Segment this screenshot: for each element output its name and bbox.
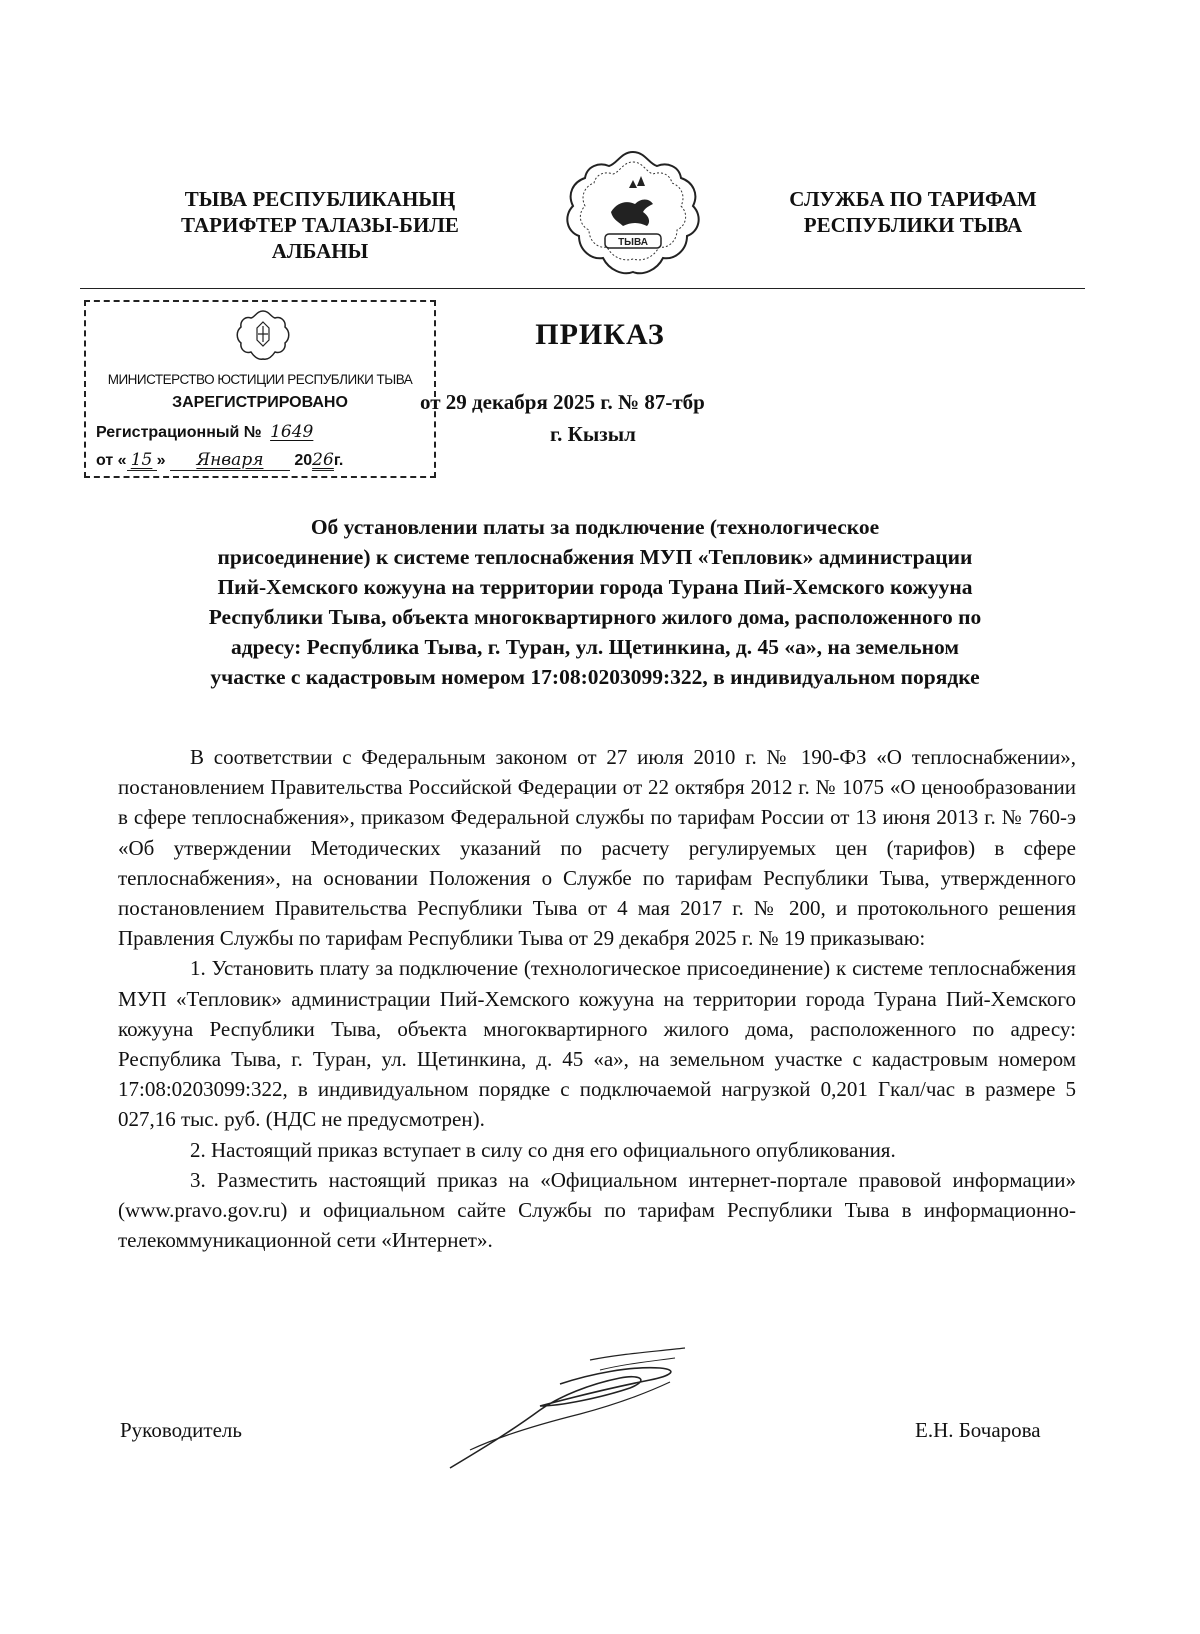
ministry-emblem-icon [236, 308, 290, 362]
order-title: ПРИКАЗ [535, 318, 665, 351]
stamp-reg-label: Регистрационный № [96, 424, 262, 441]
order-subject [110, 512, 1080, 692]
subject-line: участке с кадастровым номером 17:08:0203099:322, в индивидуальном порядке [210, 665, 980, 689]
stamp-date-end: г. [333, 452, 344, 469]
stamp-date-line [96, 450, 343, 471]
stamp-date-mid: » [156, 452, 166, 469]
stamp-date-prefix: от « [96, 452, 127, 469]
header-right-line-2: РЕСПУБЛИКИ ТЫВА [803, 213, 1023, 237]
subject-line: адресу: Республика Тыва, г. Туран, ул. Щетинкина, д. 45 «а», на земельном [230, 635, 960, 659]
stamp-reg-number: 1649 [270, 422, 314, 442]
subject-line: присоединение) к системе теплоснабжения МУП «Тепловик» администрации [217, 545, 973, 569]
clause-1-paragraph: 1. Установить плату за подключение (технологическое присоединение) к системе теплоснабжения МУП «Тепловик» администрации Пий-Хемского кожууна на территории города Турана Пий-Хемского кожууна Республики Тыва, объекта многоквартирного жилого дома, расположенного по адресу: Республика Тыва, г. Туран, ул. Щетинкина, д. 45 «а», на земельном участке с кадастровым номером 17:08:0203099:322, в индивидуальном порядке с подключаемой нагрузкой 0,201 Гкал/час в размере 5 027,16 тыс. руб. (НДС не предусмотрен). [118, 956, 1076, 1132]
clause-3-paragraph: 3. Разместить настоящий приказ на «Официальном интернет-портале правовой информации» (www.pravo.gov.ru) и официальном сайте Службы по тарифам Республики Тыва в информационно-телекоммуникационной сети «Интернет». [118, 1167, 1076, 1253]
tuva-emblem-icon [553, 146, 713, 286]
header-right-line-1: СЛУЖБА ПО ТАРИФАМ [789, 187, 1037, 211]
order-city: г. Кызыл [550, 422, 636, 446]
subject-line: Об установлении платы за подключение (технологическое [310, 515, 880, 539]
signatory-name: Е.Н. Бочарова [915, 1418, 1041, 1442]
handwritten-signature-icon [440, 1340, 700, 1480]
header-left-line-2: ТАРИФТЕР ТАЛАЗЫ-БИЛЕ [181, 213, 459, 237]
header-right-russian [748, 186, 1078, 238]
stamp-reg-number-line [96, 422, 360, 442]
stamp-date-year-suffix: 26 [312, 450, 334, 470]
order-body [118, 742, 1076, 1255]
stamp-ministry: МИНИСТЕРСТВО ЮСТИЦИИ РЕСПУБЛИКИ ТЫВА [107, 372, 413, 387]
header-left-line-3: АЛБАНЫ [271, 239, 369, 263]
clause-2-paragraph: 2. Настоящий приказ вступает в силу со дня его официального опубликования. [190, 1137, 896, 1162]
emblem-text: ТЫВА [618, 237, 648, 248]
registration-stamp [84, 300, 436, 478]
stamp-date-year-prefix: 20 [294, 452, 313, 469]
subject-line: Республики Тыва, объекта многоквартирного жилого дома, расположенного по [208, 605, 982, 629]
preamble-paragraph: В соответствии с Федеральным законом от 27 июля 2010 г. № 190-ФЗ «О теплоснабжении», постановлением Правительства Российской Федерации от 22 октября 2012 г. № 1075 «О ценообразовании в сфере теплоснабжения», приказом Федеральной службы по тарифам России от 13 июня 2013 г. № 760-э «Об утверждении Методических указаний по расчету регулируемых цен (тарифов) в сфере теплоснабжения», на основании Положения о Службе по тарифам Республики Тыва, утвержденного постановлением Правительства Республики Тыва от 4 мая 2017 г. № 200, и протокольного решения Правления Службы по тарифам Республики Тыва от 29 декабря 2025 г. № 19 приказываю: [118, 745, 1076, 951]
order-date-number: от 29 декабря 2025 г. № 87-тбр [420, 390, 705, 414]
signatory-title: Руководитель [120, 1418, 242, 1442]
subject-line: Пий-Хемского кожууна на территории города Турана Пий-Хемского кожууна [217, 575, 973, 599]
header-divider [80, 288, 1085, 289]
header-left-line-1: ТЫВА РЕСПУБЛИКАНЫҢ [184, 187, 456, 211]
header-left-tuvan [150, 186, 490, 264]
stamp-date-day: 15 [127, 450, 157, 471]
stamp-date-month: Января [170, 450, 290, 471]
stamp-status: ЗАРЕГИСТРИРОВАНО [172, 394, 348, 411]
